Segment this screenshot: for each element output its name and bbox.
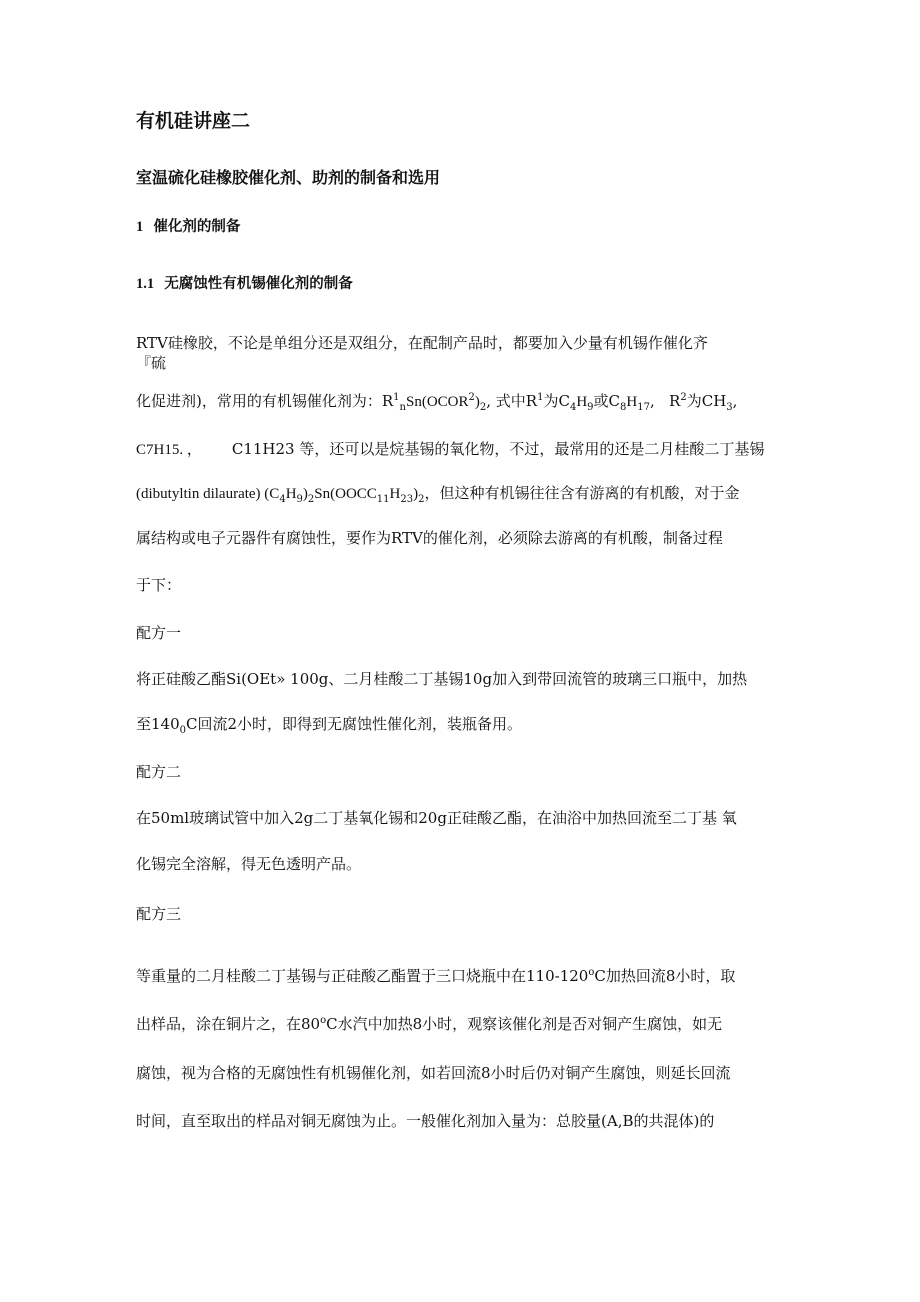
subscript: 0 bbox=[179, 725, 187, 736]
superscript: o bbox=[320, 1015, 327, 1026]
text-span: (dibutyltin dilaurate) (C bbox=[136, 486, 280, 502]
formula2-label: 配方二 bbox=[136, 763, 182, 781]
para1-line6: 于下： bbox=[136, 576, 182, 594]
formula3-line4: 时间，直至取出的样品对铜无腐蚀为止。一般催化剂加入量为：总胶量(A,B的共混体)的 bbox=[136, 1112, 715, 1130]
text-span: , R bbox=[649, 392, 681, 410]
formula1-line2 bbox=[136, 714, 522, 734]
subscript: 8 bbox=[620, 402, 627, 413]
text-span: ) bbox=[474, 394, 480, 410]
text-span: , bbox=[732, 392, 738, 410]
subscript: 3 bbox=[726, 402, 733, 413]
para1-line1: RTV硅橡胶，不论是单组分还是双组分，在配制产品时，都要加入少量有机锡作催化齐 bbox=[136, 334, 708, 352]
subscript: 9 bbox=[296, 494, 303, 505]
superscript: o bbox=[588, 967, 595, 978]
text-span: ) bbox=[413, 486, 419, 502]
section-title: 无腐蚀性有机锡催化剂的制备 bbox=[164, 276, 353, 292]
para1-line1b: 『硫 bbox=[136, 354, 167, 372]
formula2-line1: 在50ml玻璃试管中加入2g二丁基氧化锡和20g正硅酸乙酯，在油浴中加热回流至二丁基 氧 bbox=[136, 809, 737, 827]
section-number: 1.1 bbox=[136, 276, 155, 292]
para1-line2 bbox=[136, 391, 737, 412]
subscript: 17 bbox=[637, 402, 650, 413]
para1-line5: 属结构或电子元器件有腐蚀性，要作为RTV的催化剂，必须除去游离的有机酸，制备过程 bbox=[136, 529, 723, 547]
superscript: 2 bbox=[468, 392, 475, 403]
text-span: H bbox=[389, 486, 401, 502]
subscript: 2 bbox=[307, 494, 315, 505]
text-span: C水汽中加热8小时，观察该催化剂是否对铜产生腐蚀，如无 bbox=[326, 1015, 723, 1033]
section-heading-1-1 bbox=[136, 274, 353, 294]
superscript: 1 bbox=[537, 392, 544, 403]
text-span: 等重量的二月桂酸二丁基锡与正硅酸乙酯置于三口烧瓶中在110-120 bbox=[136, 967, 589, 985]
subscript: 2 bbox=[479, 402, 487, 413]
para1-line4 bbox=[136, 483, 740, 504]
doc-title: 有机硅讲座二 bbox=[136, 110, 251, 132]
text-span: 为C bbox=[543, 392, 570, 410]
text-span: C7H15. ， bbox=[136, 442, 202, 458]
text-span: 出样品，涂在铜片之，在80 bbox=[136, 1015, 321, 1033]
text-span: Sn(OOCC bbox=[314, 486, 377, 502]
subscript: 11 bbox=[376, 494, 390, 505]
text-span: C11H23 等，还可以是烷基锡的氧化物，不过，最常用的还是二月桂酸二丁基锡 bbox=[231, 440, 765, 458]
subscript: 9 bbox=[587, 402, 594, 413]
formula1-label: 配方一 bbox=[136, 624, 182, 642]
text-span: 化促进剂)，常用的有机锡催化剂为：R bbox=[136, 392, 394, 410]
section-title: 催化剂的制备 bbox=[153, 219, 241, 235]
text-span: C回流2小时，即得到无腐蚀性催化剂，装瓶备用。 bbox=[186, 715, 523, 733]
doc-subtitle: 室温硫化硅橡胶催化剂、助剂的制备和选用 bbox=[136, 168, 441, 187]
para1-line3 bbox=[136, 439, 764, 460]
text-span: 或C bbox=[593, 392, 621, 410]
text-span: ) bbox=[302, 486, 308, 502]
subscript: 4 bbox=[569, 402, 577, 413]
subscript: n bbox=[399, 402, 406, 413]
text-span: C加热回流8小时，取 bbox=[594, 967, 736, 985]
formula3-line3: 腐蚀，视为合格的无腐蚀性有机锡催化剂，如若回流8小时后仍对铜产生腐蚀，则延长回流 bbox=[136, 1064, 731, 1082]
subscript: 23 bbox=[400, 494, 414, 505]
superscript: 1 bbox=[393, 392, 400, 403]
superscript: 2 bbox=[680, 392, 687, 403]
section-heading-1 bbox=[136, 217, 240, 237]
text-span: H bbox=[285, 486, 297, 502]
text-span: , 式中R bbox=[486, 392, 538, 410]
formula3-line2 bbox=[136, 1014, 722, 1034]
text-span: H bbox=[626, 394, 638, 410]
text-span: ，但这种有机锡往往含有游离的有机酸，对于金 bbox=[424, 484, 740, 502]
formula3-label: 配方三 bbox=[136, 905, 182, 923]
formula1-line1: 将正硅酸乙酯Si(OEt» 100g、二月桂酸二丁基锡10g加入到带回流管的玻璃三口瓶中，加热 bbox=[136, 670, 748, 688]
text-span: 至140 bbox=[136, 715, 180, 733]
formula2-line2: 化锡完全溶解，得无色透明产品。 bbox=[136, 855, 362, 873]
subscript: 2 bbox=[418, 494, 425, 505]
text-span: Sn(OCOR bbox=[405, 394, 469, 410]
formula3-line1 bbox=[136, 966, 735, 986]
text-span: 为CH bbox=[686, 392, 727, 410]
subscript: 4 bbox=[279, 494, 286, 505]
section-number: 1 bbox=[136, 219, 144, 235]
text-span: H bbox=[576, 394, 588, 410]
